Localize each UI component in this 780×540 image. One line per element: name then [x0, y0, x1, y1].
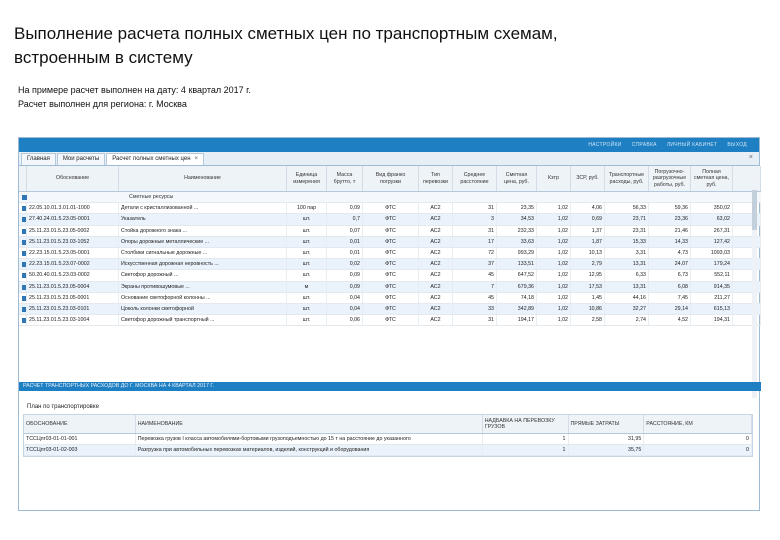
table-cell: 0,01: [327, 248, 363, 258]
table-cell: 23,71: [605, 214, 649, 224]
table-row[interactable]: [19, 226, 761, 237]
table-cell: ФТС: [363, 315, 419, 325]
transport-plan-grid: [23, 414, 753, 457]
table-cell: 993,29: [497, 248, 537, 258]
table-cell: ФТС: [363, 248, 419, 258]
table-cell: ФТС: [363, 237, 419, 247]
table-cell: 7,45: [649, 293, 691, 303]
table-cell: ФТС: [363, 282, 419, 292]
plan-cell: 0: [644, 445, 752, 455]
table-cell: 679,36: [497, 282, 537, 292]
table-cell: ФТС: [363, 270, 419, 280]
table-cell: 0,69: [571, 214, 605, 224]
table-cell: 23,36: [649, 214, 691, 224]
table-cell: 1,02: [537, 282, 571, 292]
table-cell: 13,31: [605, 259, 649, 269]
table-cell: шт.: [287, 259, 327, 269]
header-select[interactable]: [19, 166, 27, 191]
table-cell: 0,01: [327, 237, 363, 247]
plan-row[interactable]: [24, 445, 752, 456]
table-cell: 32,27: [605, 304, 649, 314]
table-cell: Светофор дорожный транспортный ...: [119, 315, 287, 325]
table-cell: 647,52: [497, 270, 537, 280]
table-cell: ФТС: [363, 293, 419, 303]
table-cell: 63,02: [691, 214, 733, 224]
header-name[interactable]: Наименование: [119, 166, 287, 191]
table-cell: шт.: [287, 226, 327, 236]
table-cell: 0,06: [327, 315, 363, 325]
table-cell: 552,11: [691, 270, 733, 280]
tab-full-price-calc[interactable]: [106, 153, 204, 165]
plan-cell: Перевозка грузов I класса автомобилями-бортовыми грузоподъемностью до 15 т на расстояние до указанного: [136, 434, 483, 444]
row-checkbox[interactable]: [19, 248, 27, 258]
table-cell: Искусственная дорожная неровность ...: [119, 259, 287, 269]
table-cell: шт.: [287, 304, 327, 314]
table-cell: 10,86: [571, 304, 605, 314]
table-cell: 15,33: [605, 237, 649, 247]
header-distance[interactable]: Среднее расстояние: [453, 166, 497, 191]
app-window: [18, 137, 760, 511]
table-cell: 31: [453, 315, 497, 325]
table-cell: АС2: [419, 214, 453, 224]
resources-grid: [19, 166, 761, 326]
table-cell: шт.: [287, 248, 327, 258]
row-checkbox[interactable]: [19, 270, 27, 280]
table-cell: АС2: [419, 315, 453, 325]
table-cell: 25.11.23.01.5.23.05-0001: [27, 293, 119, 303]
table-row[interactable]: [19, 214, 761, 225]
table-cell: ФТС: [363, 214, 419, 224]
table-cell: 25.11.23.01.5.23.03-0101: [27, 304, 119, 314]
plan-cell: 1: [483, 445, 569, 455]
table-cell: Экраны противошумовые ...: [119, 282, 287, 292]
slide-title: Выполнение расчета полных сметных цен по транспортным схемам, встроенным в систему: [14, 24, 558, 67]
row-checkbox[interactable]: [19, 259, 27, 269]
table-cell: 2,79: [571, 259, 605, 269]
row-checkbox[interactable]: [19, 282, 27, 292]
table-cell: АС2: [419, 237, 453, 247]
table-cell: 29,14: [649, 304, 691, 314]
table-cell: 267,31: [691, 226, 733, 236]
table-cell: 3,31: [605, 248, 649, 258]
table-cell: 24,07: [649, 259, 691, 269]
table-cell: 33,63: [497, 237, 537, 247]
table-cell: 22.23.15.01.5.23.05-0001: [27, 248, 119, 258]
header-transport-type[interactable]: Тип перевозки: [419, 166, 453, 191]
table-cell: шт.: [287, 270, 327, 280]
table-cell: 0,04: [327, 304, 363, 314]
close-all-tabs-icon[interactable]: ×: [748, 154, 753, 161]
table-row[interactable]: [19, 237, 761, 248]
table-cell: 194,17: [497, 315, 537, 325]
table-cell: 74,18: [497, 293, 537, 303]
plan-cell: ТССЦпг03-01-01-001: [24, 434, 136, 444]
table-cell: 0,09: [327, 282, 363, 292]
tab-home-label: Главная: [27, 156, 50, 162]
topbar-item-settings[interactable]: НАСТРОЙКИ: [588, 142, 622, 148]
table-cell: Стойка дорожного знака ...: [119, 226, 287, 236]
header-full-price[interactable]: Полная сметная цена, руб.: [691, 166, 733, 191]
table-cell: АС2: [419, 282, 453, 292]
table-cell: ФТС: [363, 203, 419, 213]
table-cell: 1,45: [571, 293, 605, 303]
table-cell: 17,53: [571, 282, 605, 292]
table-cell: 194,31: [691, 315, 733, 325]
table-cell: 12,95: [571, 270, 605, 280]
row-checkbox[interactable]: [19, 304, 27, 314]
tab-home[interactable]: [21, 153, 56, 165]
table-cell: 133,51: [497, 259, 537, 269]
table-cell: АС2: [419, 226, 453, 236]
group-label: Сметные ресурсы: [129, 194, 174, 200]
table-cell: 6,08: [649, 282, 691, 292]
table-row[interactable]: [19, 293, 761, 304]
table-cell: 1,02: [537, 259, 571, 269]
table-cell: 350,02: [691, 203, 733, 213]
table-cell: 1,02: [537, 315, 571, 325]
header-mass[interactable]: Масса брутто, т: [327, 166, 363, 191]
table-cell: шт.: [287, 237, 327, 247]
plan-header-markup[interactable]: НАДБАВКА НА ПЕРЕВОЗКУ ГРУЗОВ: [483, 415, 569, 433]
plan-cell: 1: [483, 434, 569, 444]
plan-cell: 31,95: [569, 434, 645, 444]
table-row[interactable]: [19, 203, 761, 214]
table-cell: 211,27: [691, 293, 733, 303]
table-cell: 2,58: [571, 315, 605, 325]
plan-cell: 35,75: [569, 445, 645, 455]
plan-row[interactable]: [24, 434, 752, 445]
table-cell: 14,33: [649, 237, 691, 247]
top-menu-bar: [19, 138, 759, 152]
table-cell: м: [287, 282, 327, 292]
row-checkbox[interactable]: [19, 203, 27, 213]
table-cell: Основание светофорной колонны ...: [119, 293, 287, 303]
table-cell: 25.11.23.01.5.23.05-0004: [27, 282, 119, 292]
grid-header: [19, 166, 761, 192]
table-cell: 127,42: [691, 237, 733, 247]
table-cell: 7: [453, 282, 497, 292]
table-cell: ФТС: [363, 304, 419, 314]
calc-date-note: На примере расчет выполнен на дату: 4 квартал 2017 г.: [18, 85, 251, 95]
group-row[interactable]: [19, 192, 761, 203]
table-cell: АС2: [419, 248, 453, 258]
header-transport-cost[interactable]: Транспортные расходы, руб.: [605, 166, 649, 191]
plan-header-distance[interactable]: РАССТОЯНИЕ, КМ: [644, 415, 752, 433]
table-cell: 4,06: [571, 203, 605, 213]
scrollbar-thumb[interactable]: [752, 190, 757, 230]
table-row[interactable]: [19, 259, 761, 270]
table-cell: 1093,03: [691, 248, 733, 258]
table-cell: 31: [453, 203, 497, 213]
table-cell: 22.05.10.01.3.01.01-1000: [27, 203, 119, 213]
table-cell: 0,02: [327, 259, 363, 269]
table-cell: 45: [453, 293, 497, 303]
table-cell: Светофор дорожный ...: [119, 270, 287, 280]
topbar-item-help[interactable]: СПРАВКА: [631, 142, 657, 148]
table-cell: 25.11.23.01.5.23.03-1052: [27, 237, 119, 247]
tab-bar: [19, 152, 759, 166]
tab-my-calcs[interactable]: [57, 153, 105, 165]
plan-header-name[interactable]: НАИМЕНОВАНИЕ: [136, 415, 483, 433]
table-cell: 4,73: [649, 248, 691, 258]
table-cell: 17: [453, 237, 497, 247]
table-cell: шт.: [287, 315, 327, 325]
header-unit[interactable]: Единица измерения: [287, 166, 327, 191]
table-cell: 1,87: [571, 237, 605, 247]
table-cell: 56,33: [605, 203, 649, 213]
row-checkbox[interactable]: [19, 293, 27, 303]
table-cell: 1,02: [537, 237, 571, 247]
table-row[interactable]: [19, 304, 761, 315]
tab-full-price-calc-label: Расчет полных сметных цен: [112, 156, 191, 162]
table-cell: АС2: [419, 293, 453, 303]
table-row[interactable]: [19, 315, 761, 326]
table-cell: ФТС: [363, 226, 419, 236]
row-checkbox[interactable]: [19, 214, 27, 224]
table-cell: 59,36: [649, 203, 691, 213]
close-icon[interactable]: ×: [194, 156, 199, 162]
table-cell: 1,02: [537, 304, 571, 314]
table-cell: 22.23.15.01.5.23.07-0002: [27, 259, 119, 269]
table-cell: 72: [453, 248, 497, 258]
table-cell: 615,13: [691, 304, 733, 314]
table-cell: 100 пар: [287, 203, 327, 213]
table-cell: 0,09: [327, 270, 363, 280]
row-checkbox[interactable]: [19, 315, 27, 325]
summary-bar: РАСЧЕТ ТРАНСПОРТНЫХ РАСХОДОВ ДО Г. МОСКВА НА 4 КВАРТАЛ 2017 Г.: [19, 382, 761, 391]
table-cell: 37: [453, 259, 497, 269]
table-cell: Указатель: [119, 214, 287, 224]
table-cell: 1,02: [537, 248, 571, 258]
tab-my-calcs-label: Мои расчеты: [62, 156, 100, 162]
table-cell: 6,73: [649, 270, 691, 280]
table-cell: 27.40.24.01.5.23.05-0001: [27, 214, 119, 224]
table-cell: 50.20.40.01.5.23.03-0002: [27, 270, 119, 280]
calc-region-note: Расчет выполнен для региона: г. Москва: [18, 99, 187, 109]
plan-cell: ТССЦпг03-01-02-003: [24, 445, 136, 455]
plan-header: [24, 415, 752, 434]
topbar-item-account[interactable]: ЛИЧНЫЙ КАБИНЕТ: [666, 142, 718, 148]
table-cell: 1,02: [537, 214, 571, 224]
table-row[interactable]: [19, 248, 761, 259]
table-cell: 23,31: [605, 226, 649, 236]
table-cell: 1,02: [537, 293, 571, 303]
table-cell: АС2: [419, 270, 453, 280]
table-cell: 179,24: [691, 259, 733, 269]
table-cell: 10,13: [571, 248, 605, 258]
table-cell: 1,02: [537, 226, 571, 236]
plan-cell: Разгрузка при автомобильных перевозках материалов, изделий, конструкций и оборудования: [136, 445, 483, 455]
table-cell: 0,7: [327, 214, 363, 224]
table-cell: 21,46: [649, 226, 691, 236]
table-cell: 1,37: [571, 226, 605, 236]
row-checkbox[interactable]: [19, 237, 27, 247]
table-cell: ФТС: [363, 259, 419, 269]
table-cell: 45: [453, 270, 497, 280]
table-cell: АС2: [419, 304, 453, 314]
table-cell: 23,35: [497, 203, 537, 213]
plan-header-basis[interactable]: ОБОСНОВАНИЕ: [24, 415, 136, 433]
table-cell: Опоры дорожные металлические ...: [119, 237, 287, 247]
header-zsr[interactable]: ЗСР, руб.: [571, 166, 605, 191]
header-kztr[interactable]: Кзтр: [537, 166, 571, 191]
table-cell: 3: [453, 214, 497, 224]
table-cell: 34,53: [497, 214, 537, 224]
table-cell: 914,35: [691, 282, 733, 292]
table-cell: 25.11.23.01.5.23.03-1004: [27, 315, 119, 325]
table-cell: 25.11.23.01.5.23.05-0002: [27, 226, 119, 236]
table-cell: Цоколь колонки светофорной: [119, 304, 287, 314]
table-cell: 0,04: [327, 293, 363, 303]
table-cell: 342,89: [497, 304, 537, 314]
table-cell: 6,33: [605, 270, 649, 280]
plan-cell: 0: [644, 434, 752, 444]
table-cell: 31: [453, 226, 497, 236]
table-cell: АС2: [419, 203, 453, 213]
row-checkbox[interactable]: [19, 226, 27, 236]
table-row[interactable]: [19, 270, 761, 281]
table-cell: шт.: [287, 214, 327, 224]
group-spacer: [27, 192, 127, 202]
table-row[interactable]: [19, 282, 761, 293]
header-franco[interactable]: Вид франко погрузки: [363, 166, 419, 191]
table-cell: шт.: [287, 293, 327, 303]
header-estimate-price[interactable]: Сметная цена, руб.: [497, 166, 537, 191]
table-cell: 0,07: [327, 226, 363, 236]
table-cell: 2,74: [605, 315, 649, 325]
group-checkbox[interactable]: [19, 192, 27, 202]
topbar-item-exit[interactable]: ВЫХОД: [727, 142, 747, 148]
table-cell: 0,09: [327, 203, 363, 213]
table-cell: 4,52: [649, 315, 691, 325]
table-cell: АС2: [419, 259, 453, 269]
vertical-scrollbar[interactable]: [752, 180, 757, 398]
table-cell: Детали с кристаллизованной ...: [119, 203, 287, 213]
table-cell: 13,31: [605, 282, 649, 292]
table-cell: 33: [453, 304, 497, 314]
plan-header-direct-cost[interactable]: ПРЯМЫЕ ЗАТРАТЫ: [569, 415, 645, 433]
table-cell: Столбики сигнальные дорожные ...: [119, 248, 287, 258]
header-basis[interactable]: Обоснование: [27, 166, 119, 191]
table-cell: 232,33: [497, 226, 537, 236]
table-cell: 1,02: [537, 203, 571, 213]
table-cell: 1,02: [537, 270, 571, 280]
table-cell: 44,16: [605, 293, 649, 303]
plan-title: План по транспортировке: [27, 404, 99, 410]
header-loading-cost[interactable]: Погрузочно-разгрузочные работы, руб.: [649, 166, 691, 191]
rows-container: [19, 203, 761, 326]
